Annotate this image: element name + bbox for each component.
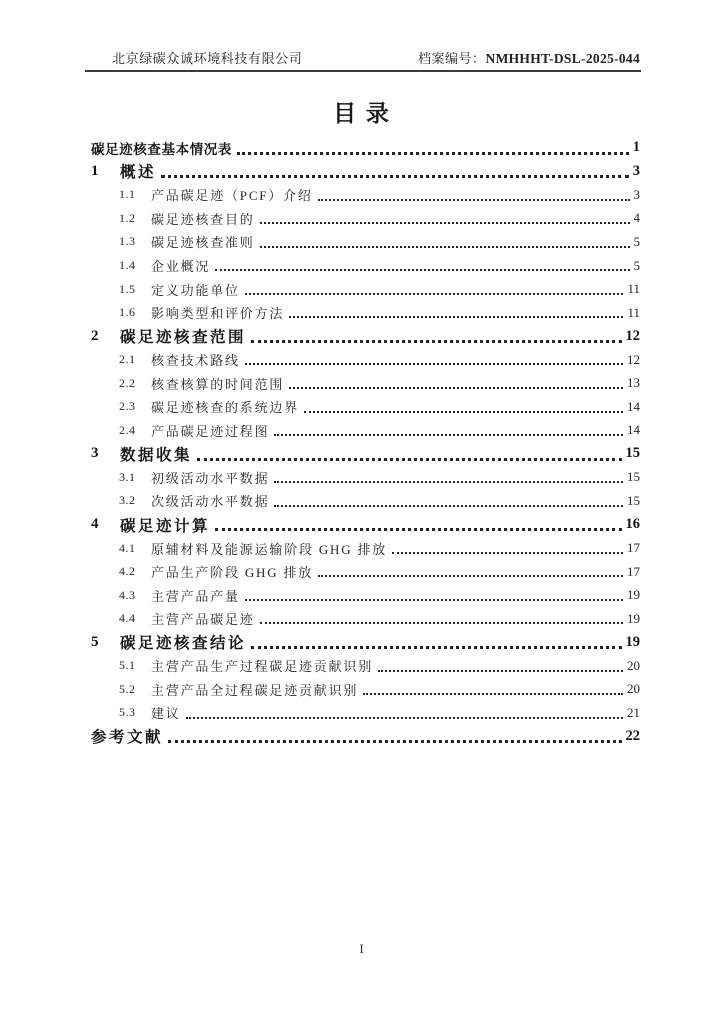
toc-dot-leader [378,670,623,672]
toc-entry-label: 产品碳足迹（PCF）介绍 [151,188,313,204]
toc-entry-page: 17 [627,540,640,556]
toc-dot-leader [215,269,629,271]
toc-entry-number: 5.3 [119,705,136,720]
toc-entry-label: 碳足迹核查基本情况表 [91,141,232,157]
toc-entry[interactable] [86,395,640,419]
toc-entry[interactable] [86,560,640,584]
toc-entry-number: 3.1 [119,469,136,484]
toc-entry-number: 2.1 [119,352,136,367]
toc-dot-leader [260,222,630,224]
toc-entry-page: 14 [627,398,640,414]
toc-entry[interactable] [86,489,640,513]
toc-entry-label: 建议 [151,706,181,722]
toc-entry-page: 11 [627,281,640,297]
toc-dot-leader [251,646,621,649]
header-company-name: 北京绿碳众诚环境科技有限公司 [112,51,303,66]
toc-entry-page: 12 [625,327,640,344]
toc-entry-label: 核查核算的时间范围 [151,376,285,392]
toc-entry-number: 1.4 [119,258,136,272]
toc-entry-label: 主营产品碳足迹 [151,612,255,628]
toc-entry[interactable] [86,442,640,466]
toc-entry-label: 碳足迹核查范围 [120,329,247,347]
toc-dot-leader [245,599,623,601]
toc-entry-label: 碳足迹核查的系统边界 [151,400,300,416]
toc-title: 目 录 [333,101,391,126]
toc-entry-page: 19 [625,633,640,650]
toc-dot-leader [274,481,623,483]
page-footer [0,940,724,958]
toc-entry-number: 4.3 [119,587,136,602]
toc-entry-label: 初级活动水平数据 [151,470,270,486]
toc-entry-label: 碳足迹核查结论 [120,635,247,653]
toc-entry[interactable] [86,536,640,560]
toc-entry[interactable] [86,607,640,631]
toc-entry[interactable] [86,254,640,278]
toc-entry-number: 1.5 [119,281,136,296]
toc-entry-number: 2.3 [119,399,136,414]
toc-entry-number: 1.6 [119,305,136,320]
toc-entry-page: 15 [627,469,640,485]
archive-number-value: NMHHHT-DSL-2025-044 [485,51,640,66]
toc-entry[interactable] [86,513,640,537]
toc-dot-leader [260,246,630,248]
page-header [112,48,640,67]
toc-entry[interactable] [86,136,640,160]
toc-entry-number: 1 [91,162,99,179]
toc-entry[interactable] [86,678,640,702]
toc-entry-label: 核查技术路线 [151,353,240,369]
toc-entry-number: 1.1 [119,187,136,202]
page-number: I [359,941,365,956]
toc-entry-page: 1 [632,139,640,156]
toc-entry[interactable] [86,371,640,395]
toc-entry[interactable] [86,701,640,725]
toc-dot-leader [392,552,623,554]
toc-entry-label: 影响类型和评价方法 [151,306,285,322]
table-of-contents [86,136,640,748]
header-archive-number [418,48,640,67]
toc-entry-page: 13 [627,375,640,391]
toc-entry-label: 产品生产阶段 GHG 排放 [151,565,314,581]
toc-entry-page: 20 [627,681,640,697]
header-rule [85,70,641,72]
toc-entry-label: 定义功能单位 [151,282,240,298]
toc-entry[interactable] [86,348,640,372]
toc-entry-number: 2 [91,327,99,344]
toc-entry[interactable] [86,419,640,443]
toc-entry[interactable] [86,654,640,678]
toc-dot-leader [197,458,621,461]
toc-entry-number: 4 [91,516,99,533]
toc-dot-leader [245,363,623,365]
toc-entry[interactable] [86,230,640,254]
toc-entry-label: 概述 [120,164,157,182]
toc-entry-label: 参考文献 [91,729,164,747]
toc-entry-page: 3 [633,186,640,202]
toc-dot-leader [161,175,629,178]
toc-entry-label: 产品碳足迹过程图 [151,423,270,439]
toc-dot-leader [245,293,624,295]
toc-entry-label: 主营产品产量 [151,588,240,604]
toc-entry-number: 5 [91,633,99,650]
toc-entry-page: 11 [627,304,640,320]
toc-entry[interactable] [86,466,640,490]
toc-entry-label: 碳足迹核查目的 [151,211,255,227]
toc-entry-number: 1.3 [119,234,136,249]
toc-entry-page: 15 [625,445,640,462]
toc-dot-leader [318,575,623,577]
toc-entry-number: 4.1 [119,540,136,555]
toc-entry-page: 5 [633,257,640,273]
toc-dot-leader [318,199,630,201]
toc-entry-page: 3 [632,162,640,179]
toc-entry-number: 2.2 [119,375,136,390]
toc-dot-leader [274,505,623,507]
toc-entry-label: 企业概况 [151,259,211,274]
toc-entry-page: 16 [625,516,640,533]
toc-dot-leader [289,387,623,389]
toc-entry-number: 3 [91,445,99,462]
toc-entry[interactable] [86,183,640,207]
toc-entry-page: 14 [627,422,640,438]
toc-entry-number: 2.4 [119,422,136,437]
toc-entry[interactable] [86,207,640,231]
toc-entry-number: 4.2 [119,564,136,579]
toc-entry-page: 15 [627,492,640,508]
toc-entry-label: 原辅材料及能源运输阶段 GHG 排放 [151,541,388,557]
toc-entry-number: 5.2 [119,681,136,696]
toc-dot-leader [274,434,623,436]
toc-entry[interactable] [86,277,640,301]
toc-entry-number: 3.2 [119,493,136,508]
toc-entry-label: 碳足迹计算 [120,517,211,535]
toc-entry[interactable] [86,630,640,654]
toc-dot-leader [168,740,621,743]
archive-number-label: 档案编号： [418,51,486,66]
toc-entry-page: 19 [627,587,640,603]
toc-entry-page: 5 [633,233,640,249]
toc-entry-label: 次级活动水平数据 [151,494,270,510]
toc-dot-leader [289,316,623,318]
toc-entry-page: 19 [627,610,640,626]
toc-entry-number: 4.4 [119,611,136,626]
toc-dot-leader [251,340,621,343]
toc-entry[interactable] [86,301,640,325]
toc-entry-label: 主营产品全过程碳足迹贡献识别 [151,682,359,698]
toc-dot-leader [215,528,621,531]
toc-entry-label: 碳足迹核查准则 [151,235,255,251]
toc-dot-leader [237,152,629,155]
toc-dot-leader [260,622,623,624]
toc-entry-page: 4 [633,210,640,226]
toc-dot-leader [363,693,623,695]
toc-entry-label: 主营产品生产过程碳足迹贡献识别 [151,659,374,675]
toc-entry-page: 21 [627,704,640,720]
toc-entry[interactable] [86,324,640,348]
toc-dot-leader [304,411,623,413]
toc-entry-page: 22 [625,727,640,744]
toc-entry[interactable] [86,725,640,749]
toc-entry-page: 17 [627,563,640,579]
toc-entry-label: 数据收集 [120,446,193,464]
toc-entry-number: 1.2 [119,210,136,225]
toc-entry-page: 12 [627,351,640,367]
toc-dot-leader [186,717,623,719]
toc-entry[interactable] [86,583,640,607]
toc-entry[interactable] [86,160,640,184]
toc-entry-number: 5.1 [119,658,136,673]
toc-entry-page: 20 [627,657,640,673]
